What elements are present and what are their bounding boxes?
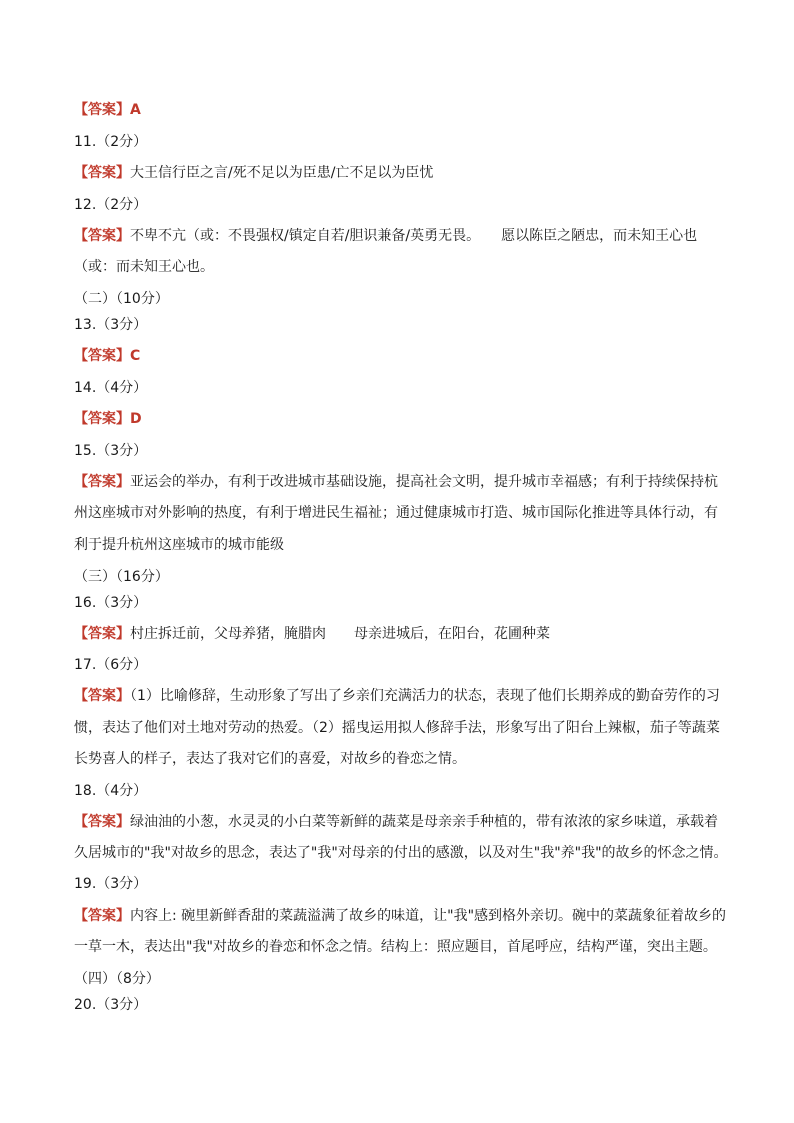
question-number: 18.（4分） <box>74 783 148 799</box>
answer-text-continuation: 一草一木，表达出"我"对故乡的眷恋和怀念之情。结构上：照应题目，首尾呼应，结构严谨，突出主题。 <box>74 939 717 955</box>
question-number: 13.（3分） <box>74 317 148 333</box>
answer-tag: 【答案】 <box>74 814 130 830</box>
answer-choice: A <box>130 102 141 118</box>
answer-text: 绿油油的小葱，水灵灵的小白菜等新鲜的蔬菜是母亲亲手种植的，带有浓浓的家乡味道，承载着 <box>130 814 718 830</box>
answer-line <box>74 906 727 926</box>
section-heading: （二）（10分） <box>74 291 169 307</box>
question-number: 12.（2分） <box>74 197 148 213</box>
answer-choice: C <box>130 348 141 364</box>
answer-tag: 【答案】 <box>74 165 130 181</box>
answer-line <box>74 100 724 120</box>
question-number: 14.（4分） <box>74 380 148 396</box>
answer-line <box>74 226 724 246</box>
question-number: 19.（3分） <box>74 876 148 892</box>
answer-text-continuation: 州这座城市对外影响的热度，有利于增进民生福祉；通过健康城市打造、城市国际化推进等具体行动，有 <box>74 505 718 521</box>
question-number: 20.（3分） <box>74 997 148 1013</box>
answer-text: 亚运会的举办，有利于改进城市基础设施，提高社会文明，提升城市幸福感；有利于持续保持杭 <box>130 474 718 490</box>
answer-text-continuation: 久居城市的"我"对故乡的思念，表达了"我"对母亲的付出的感激，以及对生"我"养"我"的故乡的怀念之情。 <box>74 845 728 861</box>
answer-text-continuation: 利于提升杭州这座城市的城市能级 <box>74 537 284 553</box>
answer-line <box>74 346 724 366</box>
answer-text-continuation: 长势喜人的样子，表达了我对它们的喜爱，对故乡的眷恋之情。 <box>74 751 466 767</box>
answer-tag: 【答案】 <box>74 102 130 118</box>
answer-line <box>74 624 724 644</box>
question-number: 11.（2分） <box>74 134 148 150</box>
answer-choice: D <box>130 411 142 427</box>
question-number: 17.（6分） <box>74 657 148 673</box>
answer-line <box>74 812 724 832</box>
answer-text: 大王信行臣之言/死不足以为臣患/亡不足以为臣忧 <box>130 165 434 181</box>
answer-tag: 【答案】 <box>74 474 130 490</box>
answer-tag: 【答案】 <box>74 411 130 427</box>
answer-line <box>74 472 724 492</box>
answer-text-continuation: （或：而未知王心也。 <box>74 259 214 275</box>
answer-text: 内容上: 碗里新鲜香甜的菜蔬溢满了故乡的味道，让"我"感到格外亲切。碗中的菜蔬象征着故乡的 <box>130 908 727 924</box>
answer-tag: 【答案】 <box>74 348 130 364</box>
section-heading: （四）（8分） <box>74 971 160 987</box>
answer-text-continuation: 惯，表达了他们对土地对劳动的热爱。（2）摇曳运用拟人修辞手法，形象写出了阳台上辣椒，茄子等蔬菜 <box>74 720 720 736</box>
section-heading: （三）（16分） <box>74 569 169 585</box>
answer-text: 村庄拆迁前，父母养猪，腌腊肉 母亲进城后，在阳台，花圃种菜 <box>130 626 550 642</box>
answer-line <box>74 409 724 429</box>
question-number: 16.（3分） <box>74 595 148 611</box>
question-number: 15.（3分） <box>74 443 148 459</box>
answer-line <box>74 163 724 183</box>
answer-text: （1）比喻修辞，生动形象了写出了乡亲们充满活力的状态，表现了他们长期养成的勤奋劳作的习 <box>130 688 720 704</box>
answer-line <box>74 686 724 706</box>
answer-tag: 【答案】 <box>74 688 130 704</box>
answer-text: 不卑不亢（或：不畏强权/镇定自若/胆识兼备/英勇无畏。 愿以陈臣之陋忠，而未知王心也 <box>130 228 698 244</box>
answer-tag: 【答案】 <box>74 228 130 244</box>
answer-tag: 【答案】 <box>74 908 130 924</box>
answer-tag: 【答案】 <box>74 626 130 642</box>
